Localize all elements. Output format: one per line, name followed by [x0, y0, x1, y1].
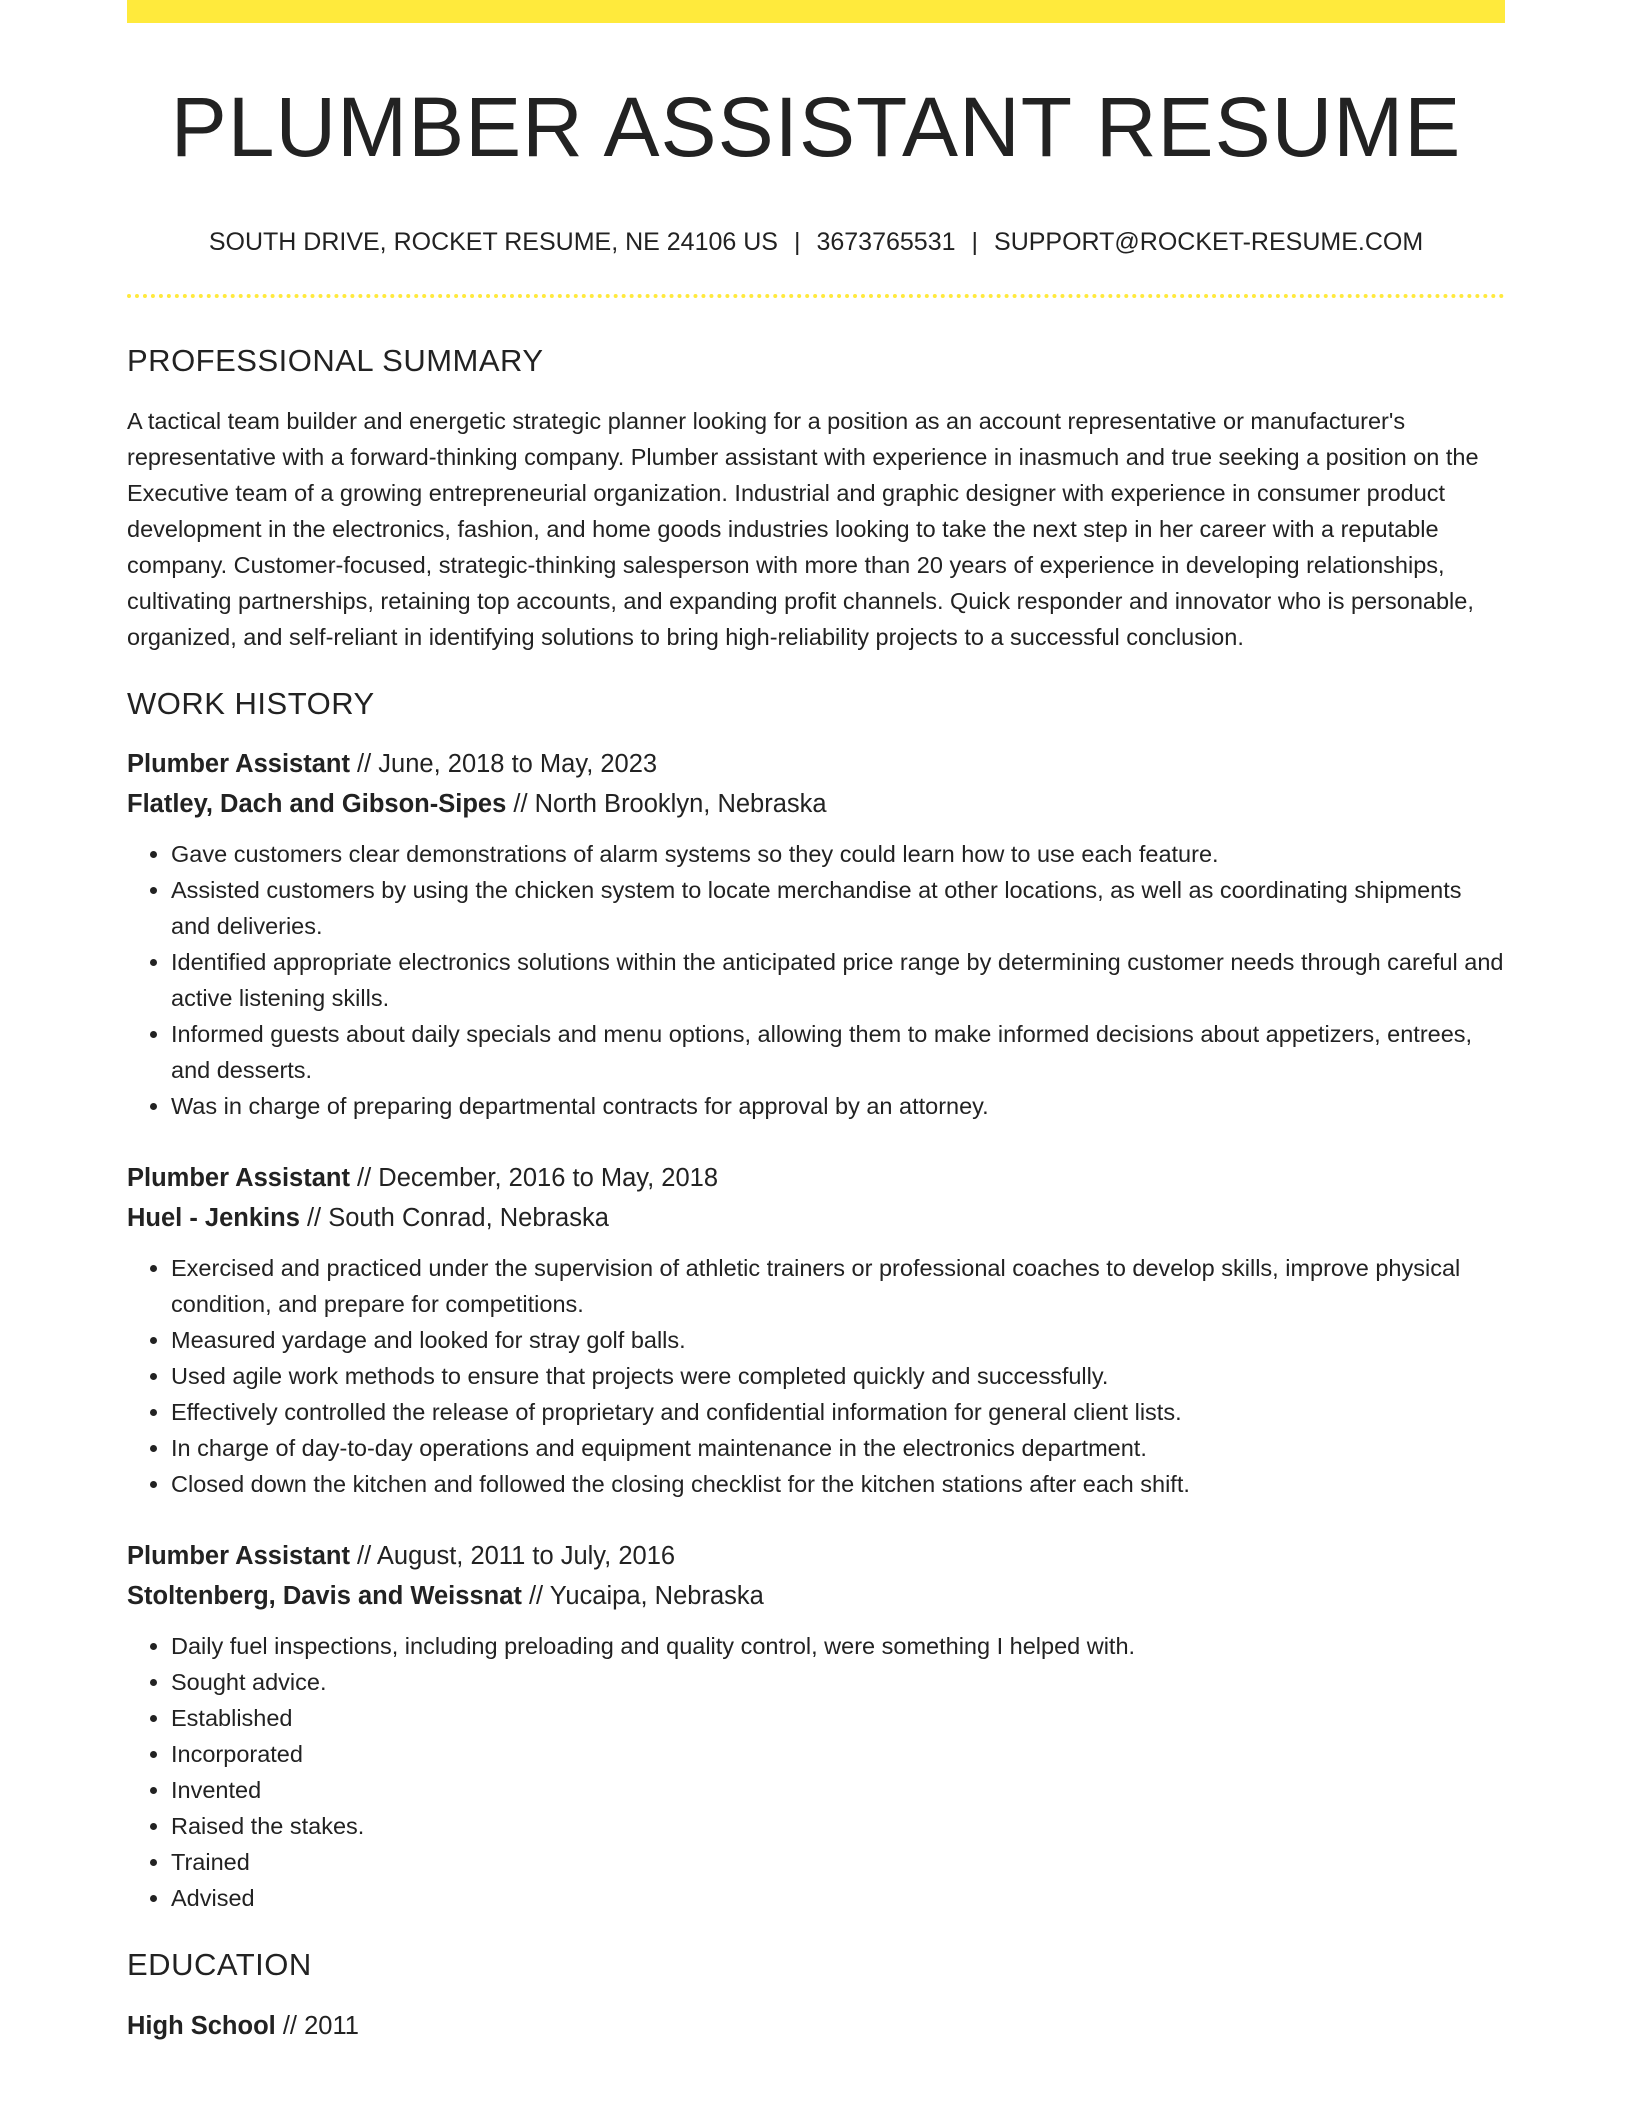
job-bullets [127, 836, 1505, 1124]
job-company: Flatley, Dach and Gibson-Sipes [127, 790, 507, 819]
job-bullet: • Incorporated [171, 1736, 1505, 1772]
job-entry [127, 744, 1505, 1124]
job-location: // North Brooklyn, Nebraska [506, 790, 827, 819]
job-location: // Yucaipa, Nebraska [521, 1582, 764, 1611]
education-entry [127, 2006, 1505, 2046]
job-title: Plumber Assistant [127, 1542, 350, 1571]
job-company-line [127, 1198, 1505, 1238]
contact-email: SUPPORT@ROCKET-RESUME.COM [994, 228, 1424, 256]
education-heading: EDUCATION [127, 1947, 312, 1983]
contact-separator: | [971, 228, 979, 256]
job-bullet: • Sought advice. [171, 1664, 1505, 1700]
job-bullet: • Advised [171, 1880, 1505, 1916]
job-bullet: • Effectively controlled the release of proprietary and confidential information for general client lists. [171, 1394, 1505, 1430]
dotted-divider [127, 294, 1505, 298]
job-title: Plumber Assistant [127, 1164, 350, 1193]
contact-address: SOUTH DRIVE, ROCKET RESUME, NE 24106 US [208, 228, 778, 256]
job-entry [127, 1536, 1505, 1916]
work-history-heading: WORK HISTORY [127, 686, 375, 722]
work-history-section [127, 685, 1505, 1916]
job-bullet: • Used agile work methods to ensure that projects were completed quickly and successfully. [171, 1358, 1505, 1394]
job-entry [127, 1158, 1505, 1502]
accent-top-bar [127, 0, 1505, 23]
job-title-line [127, 1536, 1505, 1576]
job-bullet: • In charge of day-to-day operations and equipment maintenance in the electronics department. [171, 1430, 1505, 1466]
job-bullet: • Measured yardage and looked for stray golf balls. [171, 1322, 1505, 1358]
education-degree: High School [127, 2011, 276, 2040]
job-bullet: • Trained [171, 1844, 1505, 1880]
summary-text: A tactical team builder and energetic strategic planner looking for a position as an account representative or manufacturer's representative with a forward-thinking company. Plumber assistant with experience in inasmuch and true seeking a position on the Executive team of a growing entrepreneurial organization. Industrial and graphic designer with experience in consumer product development in the electronics, fashion, and home goods industries looking to take the next step in her career with a reputable company. Customer-focused, strategic-thinking salesperson with more than 20 years of experience in developing relationships, cultivating partnerships, retaining top accounts, and expanding profit channels. Quick responder and innovator who is personable, organized, and self-reliant in identifying solutions to bring high-reliability projects to a successful conclusion. [127, 408, 1479, 651]
summary-section [127, 342, 1505, 655]
contact-phone: 3673765531 [816, 228, 956, 256]
education-year: // 2011 [275, 2011, 359, 2040]
job-bullet: • Informed guests about daily specials and menu options, allowing them to make informed decisions about appetizers, entrees, and desserts. [171, 1016, 1505, 1088]
job-bullets [127, 1628, 1505, 1916]
job-company: Stoltenberg, Davis and Weissnat [127, 1582, 522, 1611]
contact-line [127, 227, 1505, 257]
job-location: // South Conrad, Nebraska [299, 1204, 609, 1233]
job-bullet: • Was in charge of preparing departmental contracts for approval by an attorney. [171, 1088, 1505, 1124]
job-bullets [127, 1250, 1505, 1502]
job-bullet: • Identified appropriate electronics solutions within the anticipated price range by determining customer needs through careful and active listening skills. [171, 944, 1505, 1016]
job-dates: // August, 2011 to July, 2016 [349, 1542, 676, 1571]
job-company: Huel - Jenkins [127, 1204, 300, 1233]
resume-title: PLUMBER ASSISTANT RESUME [170, 80, 1462, 174]
job-bullet: • Assisted customers by using the chicken system to locate merchandise at other locations, as well as coordinating shipments and deliveries. [171, 872, 1505, 944]
job-dates: // December, 2016 to May, 2018 [349, 1164, 719, 1193]
job-title-line [127, 744, 1505, 784]
job-dates: // June, 2018 to May, 2023 [349, 750, 658, 779]
job-bullet: • Exercised and practiced under the supervision of athletic trainers or professional coaches to develop skills, improve physical condition, and prepare for competitions. [171, 1250, 1505, 1322]
job-title: Plumber Assistant [127, 750, 350, 779]
job-bullet: • Daily fuel inspections, including preloading and quality control, were something I helped with. [171, 1628, 1505, 1664]
job-company-line [127, 1576, 1505, 1616]
job-bullet: • Invented [171, 1772, 1505, 1808]
job-company-line [127, 784, 1505, 824]
job-bullet: • Closed down the kitchen and followed the closing checklist for the kitchen stations after each shift. [171, 1466, 1505, 1502]
job-bullet: • Gave customers clear demonstrations of alarm systems so they could learn how to use each feature. [171, 836, 1505, 872]
summary-heading: PROFESSIONAL SUMMARY [127, 343, 544, 378]
job-bullet: • Raised the stakes. [171, 1808, 1505, 1844]
contact-separator: | [793, 228, 801, 256]
job-bullet: • Established [171, 1700, 1505, 1736]
job-title-line [127, 1158, 1505, 1198]
education-section [127, 1946, 1505, 2045]
resume-page [127, 0, 1505, 2046]
